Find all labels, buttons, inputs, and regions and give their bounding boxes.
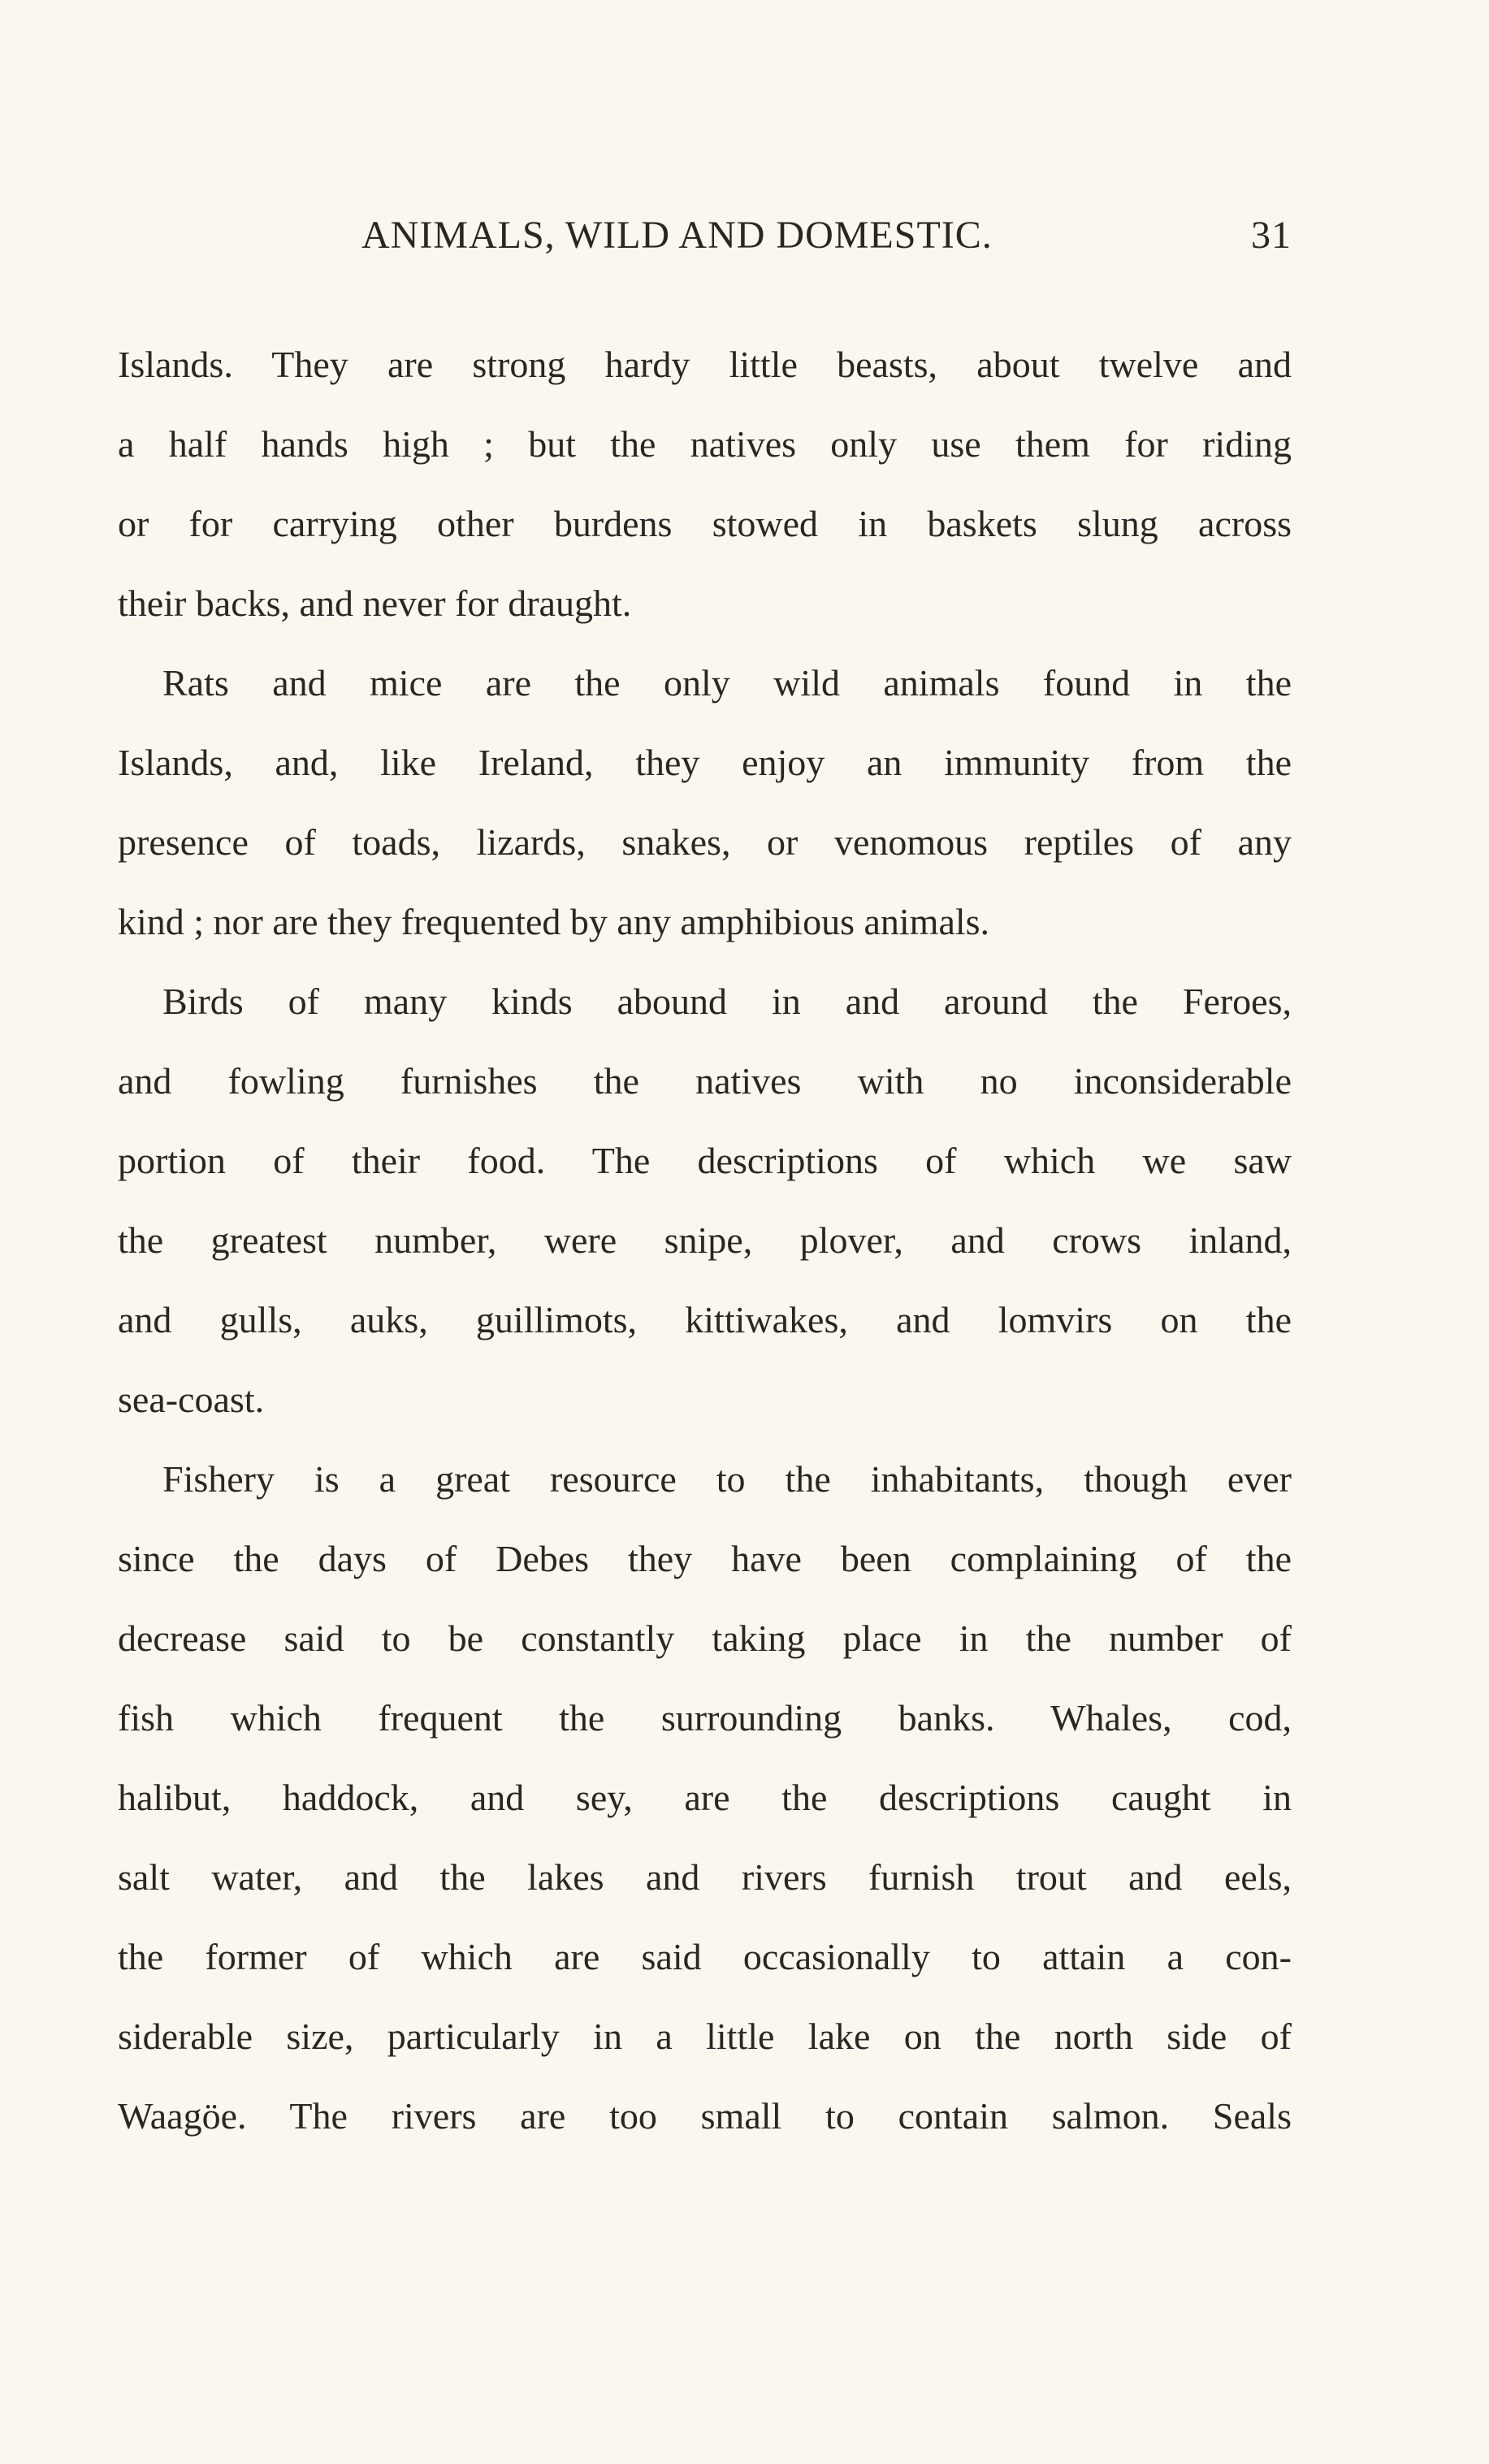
text-line: and gulls, auks, guillimots, kittiwakes, and lomvirs on the [118,1299,1292,1340]
text-line: Fishery is a great resource to the inhabitants, though ever [162,1458,1292,1500]
text-line: Islands, and, like Ireland, they enjoy an immunity from the [118,742,1292,783]
text-line: Birds of many kinds abound in and around the Feroes, [162,981,1292,1022]
text-line: a half hands high ; but the natives only use them for riding [118,423,1292,465]
text-line: Rats and mice are the only wild animals found in the [162,662,1292,704]
text-line: kind ; nor are they frequented by any amphibious animals. [118,901,990,942]
page-number: 31 [1251,214,1292,257]
text-line: halibut, haddock, and sey, are the descriptions caught in [118,1777,1292,1818]
text-line: or for carrying other burdens stowed in baskets slung across [118,503,1292,544]
text-line: Islands. They are strong hardy little beasts, about twelve and [118,344,1292,385]
text-line: and fowling furnishes the natives with no inconsiderable [118,1060,1292,1102]
body-text [118,325,1292,2156]
text-line: presence of toads, lizards, snakes, or venomous reptiles of any [118,821,1292,863]
text-line: portion of their food. The descriptions of which we saw [118,1140,1292,1181]
text-line: Waagöe. The rivers are too small to contain salmon. Seals [118,2095,1292,2137]
text-line: fish which frequent the surrounding banks. Whales, cod, [118,1697,1292,1739]
running-title: ANIMALS, WILD AND DOMESTIC. [361,214,993,257]
text-line: decrease said to be constantly taking place in the number of [118,1617,1292,1659]
text-line: the former of which are said occasionally to attain a con- [118,1936,1292,1977]
text-line: salt water, and the lakes and rivers furnish trout and eels, [118,1856,1292,1898]
text-line: since the days of Debes they have been complaining of the [118,1538,1292,1579]
running-head [118,213,1292,262]
text-line: their backs, and never for draught. [118,582,632,624]
text-line: siderable size, particularly in a little lake on the north side of [118,2016,1292,2057]
text-line: the greatest number, were snipe, plover, and crows inland, [118,1219,1292,1261]
text-line: sea-coast. [118,1379,265,1420]
